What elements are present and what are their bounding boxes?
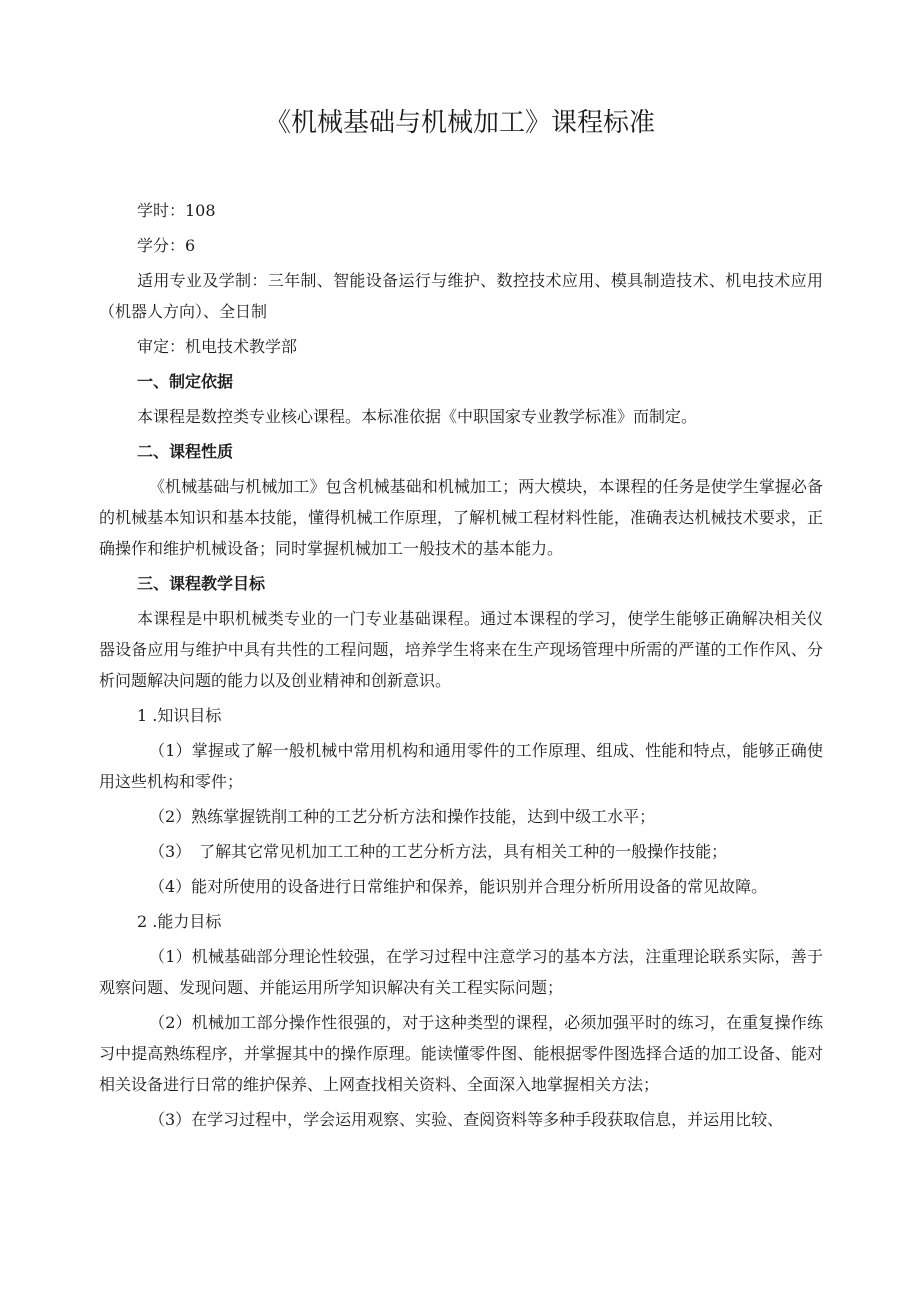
section-paragraph-basis: 本课程是数控类专业核心课程。本标准依据《中职国家专业教学标准》而制定。 <box>137 407 698 426</box>
course-hours: 学时：108 <box>137 201 216 220</box>
section-heading-nature: 二、课程性质 <box>137 442 234 461</box>
document-title: 《机械基础与机械加工》课程标准 <box>264 108 655 138</box>
section-heading-basis: 一、制定依据 <box>137 372 234 391</box>
ability-goal-item: （3）在学习过程中，学会运用观察、实验、查阅资料等多种手段获取信息，并运用比较、 <box>149 1110 784 1129</box>
knowledge-goal-item: （4）能对所使用的设备进行日常维护和保养，能识别并合理分析所用设备的常见故障。 <box>149 877 768 896</box>
section-heading-objectives: 三、课程教学目标 <box>137 574 266 593</box>
ability-goal-item: （1）机械基础部分理论性较强，在学习过程中注意学习的基本方法，注重理论联系实际，善于观察问题、发现问题、并能运用所学知识解决有关工程实际问题； <box>99 947 823 997</box>
ability-goal-item: （2）机械加工部分操作性很强的，对于这种类型的课程，必须加强平时的练习，在重复操作练习中提高熟练程序，并掌握其中的操作原理。能读懂零件图、能根据零件图选择合适的加工设备、能对相关设备进行日常的维护保养、上网查找相关资料、全面深入地掌握相关方法； <box>99 1013 823 1094</box>
document-body <box>99 195 823 1139</box>
knowledge-goal-item: （2）熟练掌握铣削工种的工艺分析方法和操作技能，达到中级工水平； <box>149 807 656 826</box>
ability-goals-label: 2 .能力目标 <box>137 912 222 931</box>
course-credits: 学分：6 <box>137 236 196 255</box>
applicable-majors: 适用专业及学制：三年制、智能设备运行与维护、数控技术应用、模具制造技术、机电技术应用（机器人方向）、全日制 <box>99 271 823 321</box>
section-paragraph-nature: 《机械基础与机械加工》包含机械基础和机械加工；两大模块，本课程的任务是使学生掌握必备的机械基本知识和基本技能，懂得机械工作原理，了解机械工程材料性能，准确表达机械技术要求，正确操作和维护机械设备；同时掌握机械加工一般技术的基本能力。 <box>99 477 823 558</box>
knowledge-goals-label: 1 .知识目标 <box>137 706 222 725</box>
reviewer: 审定：机电技术教学部 <box>137 337 298 356</box>
knowledge-goal-item: （1）掌握或了解一般机械中常用机构和通用零件的工作原理、组成、性能和特点，能够正确使用这些机构和零件； <box>99 741 823 791</box>
knowledge-goal-item: （3） 了解其它常见机加工工种的工艺分析方法，具有相关工种的一般操作技能； <box>149 842 728 861</box>
section-paragraph-objectives: 本课程是中职机械类专业的一门专业基础课程。通过本课程的学习，使学生能够正确解决相关仪器设备应用与维护中具有共性的工程问题，培养学生将来在生产现场管理中所需的严谨的工作作风、分析问题解决问题的能力以及创业精神和创新意识。 <box>99 609 823 690</box>
